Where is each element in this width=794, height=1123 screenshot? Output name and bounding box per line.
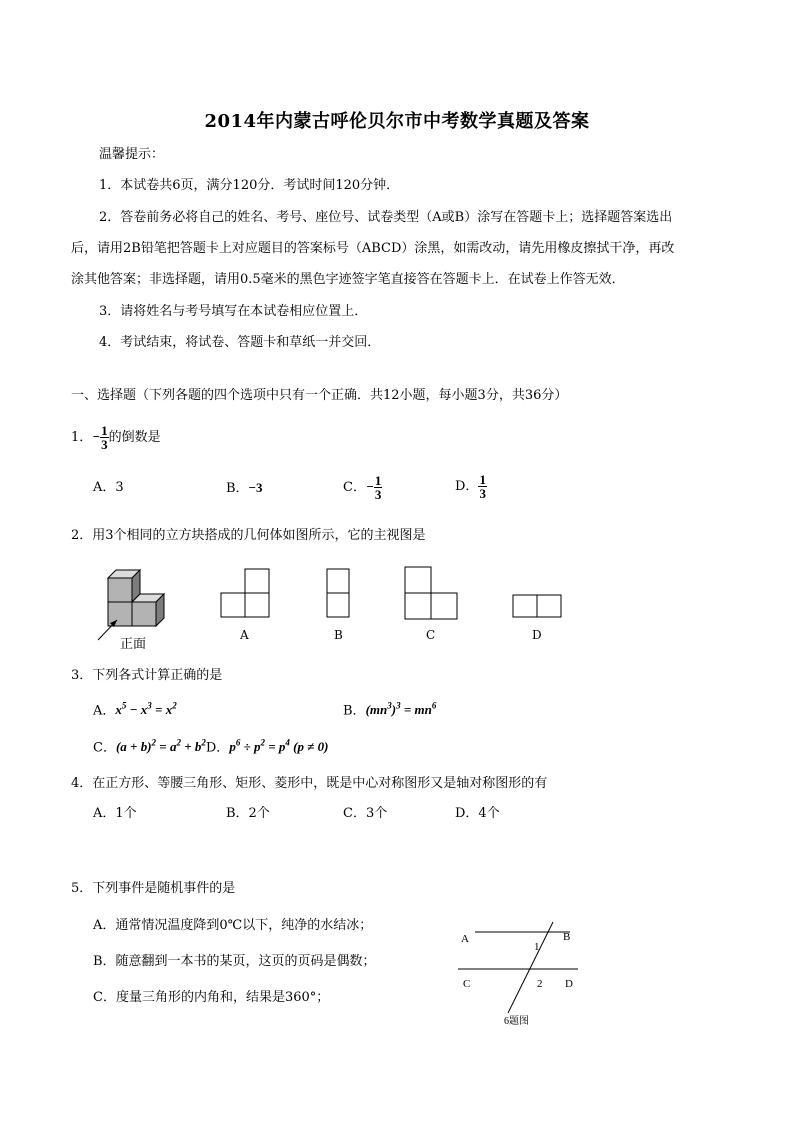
- q5-option-c: C．度量三角形的内角和，结果是360°；: [93, 990, 330, 1005]
- point-a: A: [461, 933, 469, 945]
- question-4: 4．在正方形、等腰三角形、矩形、菱形中，既是中心对称图形又是轴对称图形的有: [71, 776, 548, 791]
- angle-2-label: 2: [537, 978, 543, 990]
- view-option-d: [512, 594, 564, 620]
- front-label: 正面: [120, 637, 147, 652]
- q4-option-d: D．4个: [455, 806, 500, 821]
- angle-1-label: 1: [534, 941, 540, 953]
- question-1: [71, 422, 161, 453]
- transversal-line: [508, 922, 553, 1013]
- page-title: 2014年内蒙古呼伦贝尔市中考数学真题及答案: [204, 111, 590, 132]
- q3-option-a: A．$x^5 - x^3 = x^2$: [93, 701, 177, 719]
- q1-option-b: B．−3: [226, 480, 263, 496]
- label-a: A: [240, 628, 249, 642]
- view-option-a: [220, 568, 272, 620]
- figure-caption: 6题图: [504, 1016, 529, 1027]
- label-b: B: [334, 628, 343, 642]
- tip-2-line2: 后，请用2B铅笔把答题卡上对应题目的答案标号（ABCD）涂黑，如需改动，请先用橡皮擦拭干净，再改: [71, 241, 675, 256]
- question-2: 2．用3个相同的立方块搭成的几何体如图所示，它的主视图是: [71, 528, 426, 543]
- point-b: B: [563, 931, 571, 943]
- q1-option-d: D． $\frac{1}{3}$: [455, 472, 486, 501]
- tip-1: 1．本试卷共6页，满分120分．考试时间120分钟．: [99, 178, 400, 193]
- q1-stem: 的倒数是: [108, 430, 161, 445]
- q4-option-b: B．2个: [226, 806, 270, 821]
- q4-option-c: C．3个: [343, 806, 388, 821]
- label-c: C: [426, 628, 436, 642]
- q5-option-b: B．随意翻到一本书的某页，这页的页码是偶数；: [93, 954, 376, 969]
- section-heading: 一、选择题（下列各题的四个选项中只有一个正确．共12小题，每小题3分，共36分）: [71, 388, 568, 403]
- view-option-c: [404, 566, 460, 622]
- figure-q6: [450, 920, 590, 1030]
- question-5: 5．下列事件是随机事件的是: [71, 881, 236, 896]
- q4-option-a: A．1个: [93, 806, 137, 821]
- label-d: D: [532, 628, 542, 642]
- tip-2-line1: 2．答卷前务必将自己的姓名、考号、座位号、试卷类型（A或B）涂写在答题卡上；选择题答案选出: [99, 210, 673, 225]
- tip-3: 3．请将姓名与考号填写在本试卷相应位置上．: [99, 304, 368, 319]
- q1-option-c: C．− $\frac{1}{3}$: [343, 473, 382, 502]
- question-3: 3．下列各式计算正确的是: [71, 668, 223, 683]
- point-c: C: [463, 978, 471, 990]
- q1-number: 1．: [71, 430, 93, 445]
- point-d: D: [565, 978, 573, 990]
- q1-sign: −: [92, 429, 101, 444]
- tip-4: 4．考试结束，将试卷、答题卡和草纸一并交回．: [99, 335, 381, 350]
- tips-heading: 温馨提示：: [99, 147, 165, 162]
- tip-2-line3: 涂其他答案；非选择题，请用0.5毫米的黑色字迹签字笔直接答在答题卡上．在试卷上作答无效．: [71, 272, 625, 287]
- q3-option-b: B．$(mn^3)^3 = mn^6$: [343, 701, 437, 719]
- q1-option-a: A．3: [93, 480, 124, 495]
- view-option-b: [326, 568, 352, 620]
- q1-fraction: $\frac{1}{3}$: [101, 423, 108, 452]
- q5-option-a: A．通常情况温度降到0℃以下，纯净的水结冰；: [93, 918, 373, 933]
- q3-option-c-d: C．$(a + b)^2 = a^2 + b^2D$．$p^6 \div p^2 = p^4$ (p ≠ 0): [93, 738, 329, 756]
